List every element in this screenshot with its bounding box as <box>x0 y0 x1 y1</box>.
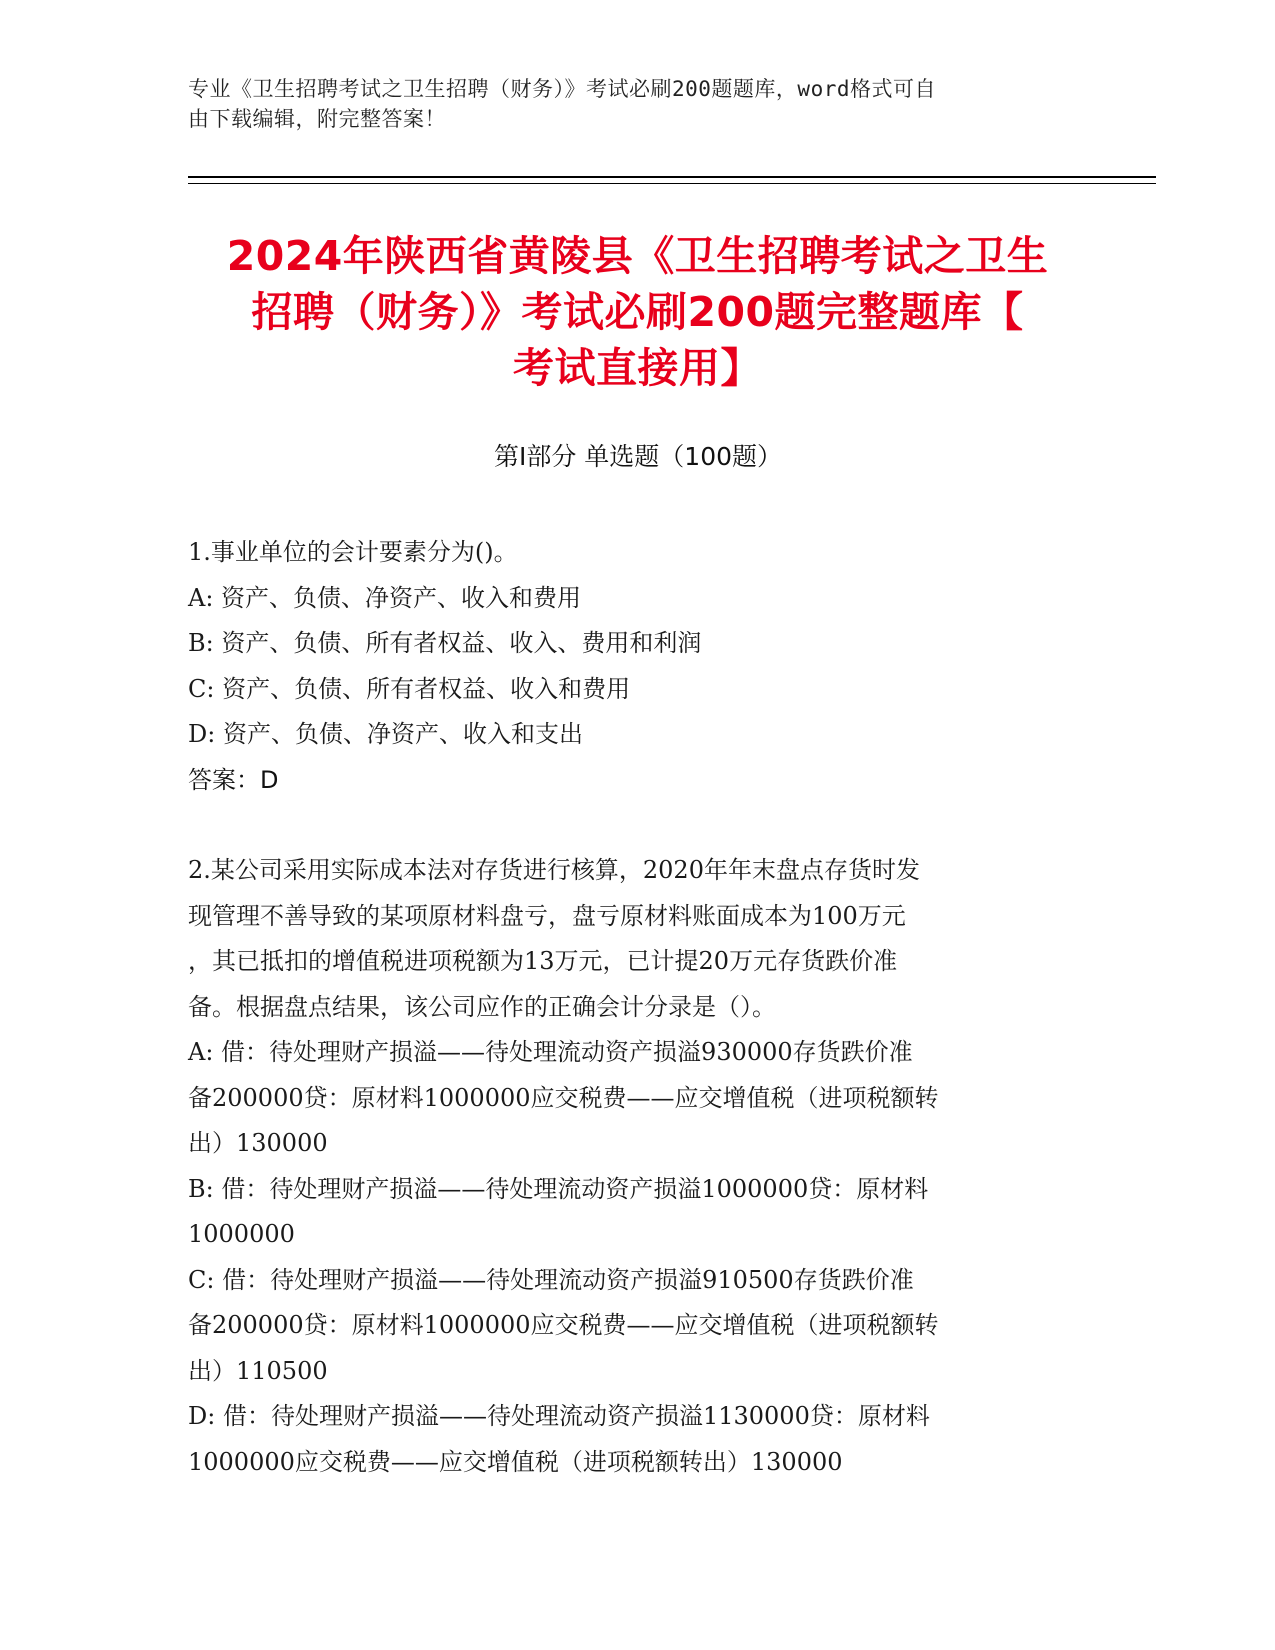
question-stem-line: 现管理不善导致的某项原材料盘亏，盘亏原材料账面成本为100万元 <box>188 901 906 930</box>
option-a-line: A: 借：待处理财产损溢——待处理流动资产损溢930000存货跌价准 <box>188 1038 913 1066</box>
header-divider-thick <box>188 176 1156 178</box>
option-a-line: 备200000贷：原材料1000000应交税费——应交增值税（进项税额转 <box>188 1083 939 1112</box>
option-b: B: 资产、负债、所有者权益、收入、费用和利润 <box>188 629 702 657</box>
option-c-line: 备200000贷：原材料1000000应交税费——应交增值税（进项税额转 <box>188 1311 939 1339</box>
question-spacer <box>188 803 1068 848</box>
question-stem-line: 2.某公司采用实际成本法对存货进行核算，2020年年末盘点存货时发 <box>188 856 920 884</box>
option-c-line: C: 借：待处理财产损溢——待处理流动资产损溢910500存货跌价准 <box>188 1265 914 1294</box>
option-d: D: 资产、负债、净资产、收入和支出 <box>188 720 583 748</box>
option-a: A: 资产、负债、净资产、收入和费用 <box>188 583 582 612</box>
option-b-line: B: 借：待处理财产损溢——待处理流动资产损溢1000000贷：原材料 <box>188 1174 929 1203</box>
option-b-line: 1000000 <box>188 1220 295 1248</box>
option-c: C: 资产、负债、所有者权益、收入和费用 <box>188 674 631 703</box>
question-stem-line: ，其已抵扣的增值税进项税额为13万元，已计提20万元存货跌价准 <box>188 947 898 975</box>
header-note <box>188 74 1068 134</box>
option-d-line: 1000000应交税费——应交增值税（进项税额转出）130000 <box>188 1447 843 1476</box>
header-divider-thin <box>188 183 1156 184</box>
header-note-line: 由下载编辑，附完整答案！ <box>188 107 446 131</box>
question-2 <box>188 848 1068 1485</box>
title-line: 2024年陕西省黄陵县《卫生招聘考试之卫生 <box>226 232 1049 280</box>
document-title <box>150 228 1125 396</box>
question-list <box>188 530 1068 1485</box>
question-1 <box>188 530 1068 803</box>
question-stem: 1.事业单位的会计要素分为()。 <box>188 538 518 566</box>
section-heading: 第Ⅰ部分 单选题（100题） <box>493 442 783 471</box>
header-note-line: 专业《卫生招聘考试之卫生招聘（财务）》考试必刷200题题库，word格式可自 <box>188 77 936 101</box>
title-line: 招聘（财务）》考试必刷200题完整题库【 <box>251 288 1024 336</box>
option-a-line: 出）130000 <box>188 1129 328 1157</box>
title-line: 考试直接用】 <box>513 344 762 392</box>
option-d-line: D: 借：待处理财产损溢——待处理流动资产损溢1130000贷：原材料 <box>188 1402 930 1430</box>
question-stem-line: 备。根据盘点结果，该公司应作的正确会计分录是（）。 <box>188 992 776 1021</box>
option-c-line: 出）110500 <box>188 1356 328 1385</box>
answer: 答案：D <box>188 765 279 794</box>
